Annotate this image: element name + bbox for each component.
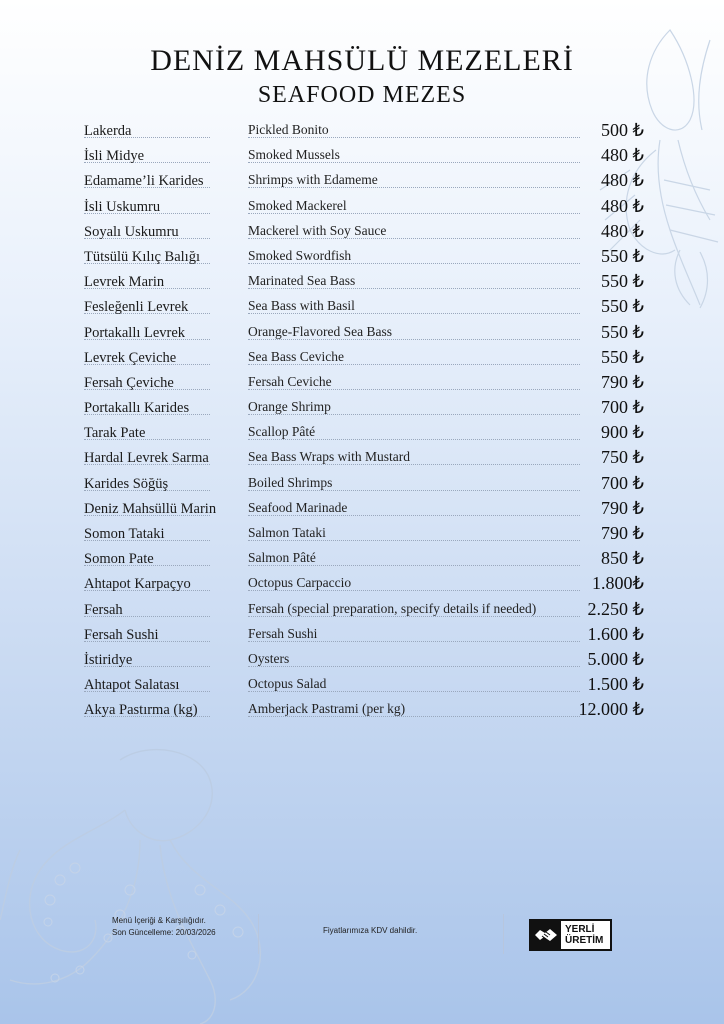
menu-item — [84, 472, 644, 497]
item-name-en: Amberjack Pastrami (per kg) — [248, 701, 406, 717]
item-name-tr: Edamame’li Karides — [84, 173, 204, 190]
item-price: 480 ₺ — [601, 195, 644, 216]
item-price: 550 ₺ — [601, 271, 644, 292]
page-subtitle: SEAFOOD MEZES — [257, 82, 467, 108]
item-price: 550 ₺ — [601, 296, 644, 317]
dotted-leader — [248, 666, 580, 667]
item-name-en: Fersah Ceviche — [248, 373, 332, 389]
footer-divider-right — [503, 914, 504, 954]
menu-item — [84, 648, 644, 673]
item-name-tr: Ahtapot Salatası — [84, 677, 180, 694]
menu-item — [84, 245, 644, 270]
item-name-en: Oysters — [248, 650, 290, 666]
item-name-tr: Levrek Çeviche — [84, 349, 177, 366]
item-price: 1.800₺ — [592, 573, 644, 594]
item-name-tr: Ahtapot Karpaçyo — [84, 576, 191, 593]
item-price: 850 ₺ — [601, 548, 644, 569]
item-name-en: Smoked Mackerel — [248, 197, 347, 213]
item-name-en: Salmon Pâté — [248, 550, 316, 566]
menu-item — [84, 220, 644, 245]
menu-item — [84, 547, 644, 572]
menu-item — [84, 346, 644, 371]
item-name-en: Boiled Shrimps — [248, 474, 333, 490]
menu-item — [84, 321, 644, 346]
item-name-tr: Fesleğenli Levrek — [84, 299, 189, 316]
item-name-en: Sea Bass Ceviche — [248, 348, 344, 364]
menu-item — [84, 497, 644, 522]
item-name-en: Fersah Sushi — [248, 625, 318, 641]
menu-item — [84, 598, 644, 623]
item-name-en: Seafood Marinade — [248, 499, 348, 515]
item-name-tr: Fersah Sushi — [84, 626, 159, 643]
logo-text-line-1: YERLİ — [565, 924, 595, 935]
item-name-tr: Deniz Mahsüllü Marin — [84, 500, 217, 517]
item-name-en: Salmon Tataki — [248, 525, 326, 540]
item-name-en: Mackerel with Soy Sauce — [248, 222, 387, 238]
item-name-tr: Hardal Levrek Sarma — [84, 450, 209, 467]
menu-item — [84, 572, 644, 597]
menu-item — [84, 144, 644, 169]
item-price: 12.000 ₺ — [578, 699, 644, 720]
footer-menu-note — [112, 915, 216, 939]
item-name-en: Smoked Swordfish — [248, 247, 352, 263]
item-name-tr: Levrek Marin — [84, 274, 165, 291]
item-name-en: Sea Bass Wraps with Mustard — [248, 449, 410, 465]
item-name-tr: Karides Söğüş — [84, 475, 169, 492]
item-name-tr: Somon Tataki — [84, 526, 165, 542]
item-name-tr: Portakallı Levrek — [84, 324, 186, 341]
handshake-icon — [531, 921, 561, 949]
menu-item — [84, 673, 644, 698]
menu-item — [84, 371, 644, 396]
menu-item — [84, 446, 644, 471]
item-name-tr: Fersah — [84, 601, 123, 618]
footer-line-1: Menü İçeriği & Karşılığıdır. — [112, 916, 206, 925]
menu-item — [84, 698, 644, 723]
menu-item — [84, 270, 644, 295]
item-price: 2.250 ₺ — [587, 598, 644, 619]
item-price: 900 ₺ — [601, 422, 644, 443]
item-price: 480 ₺ — [601, 170, 644, 191]
item-name-tr: Soyalı Uskumru — [84, 223, 179, 240]
item-name-en: Fersah (special preparation, specify details if needed) — [248, 600, 537, 616]
item-name-tr: İstiridye — [84, 651, 133, 668]
yerli-uretim-logo — [529, 919, 612, 951]
item-price: 5.000 ₺ — [587, 648, 644, 669]
item-name-en: Sea Bass with Basil — [248, 298, 355, 314]
item-name-en: Scallop Pâté — [248, 424, 316, 440]
footer-vat-note: Fiyatlarımıza KDV dahildir. — [323, 926, 418, 935]
item-name-en: Marinated Sea Bass — [248, 273, 356, 289]
item-price: 790 ₺ — [601, 497, 644, 518]
item-name-en: Orange-Flavored Sea Bass — [248, 323, 392, 339]
item-name-en: Octopus Carpaccio — [248, 575, 352, 591]
item-name-tr: Fersah Çeviche — [84, 374, 174, 391]
item-name-tr: Lakerda — [84, 123, 132, 139]
item-price: 1.600 ₺ — [587, 623, 644, 644]
item-price: 750 ₺ — [601, 447, 644, 468]
menu-item — [84, 396, 644, 421]
menu-item — [84, 522, 644, 547]
item-price: 550 ₺ — [601, 245, 644, 266]
item-name-en: Shrimps with Edameme — [248, 172, 378, 188]
item-name-en: Octopus Salad — [248, 676, 327, 692]
menu-item — [84, 623, 644, 648]
item-name-tr: İsli Midye — [84, 148, 145, 165]
item-name-tr: Akya Pastırma (kg) — [84, 702, 198, 719]
item-name-en: Pickled Bonito — [248, 122, 329, 137]
menu-item — [84, 169, 644, 194]
page-title: DENİZ MAHSÜLÜ MEZELERİ — [150, 44, 574, 77]
octopus-illustration — [0, 740, 300, 1024]
logo-text-line-2: ÜRETİM — [565, 935, 604, 946]
item-name-tr: İsli Uskumru — [84, 198, 161, 215]
item-price: 550 ₺ — [601, 346, 644, 367]
menu-list — [84, 119, 644, 724]
item-name-tr: Tarak Pate — [84, 425, 146, 442]
item-price: 1.500 ₺ — [587, 674, 644, 695]
item-name-tr: Tütsülü Kılıç Balığı — [84, 248, 200, 265]
item-name-tr: Portakallı Karides — [84, 400, 190, 417]
item-name-tr: Somon Pate — [84, 551, 154, 568]
item-price: 700 ₺ — [601, 397, 644, 418]
menu-item — [84, 195, 644, 220]
footer-line-2: Son Güncelleme: 20/03/2026 — [112, 928, 216, 937]
item-price: 700 ₺ — [601, 472, 644, 493]
menu-item — [84, 295, 644, 320]
item-price: 480 ₺ — [601, 220, 644, 241]
item-price: 550 ₺ — [601, 321, 644, 342]
item-price: 790 ₺ — [601, 523, 644, 543]
item-name-en: Smoked Mussels — [248, 147, 340, 163]
menu-item — [84, 119, 644, 144]
menu-item — [84, 421, 644, 446]
item-price: 790 ₺ — [601, 371, 644, 392]
item-price: 500 ₺ — [601, 120, 644, 140]
item-name-en: Orange Shrimp — [248, 399, 331, 415]
item-price: 480 ₺ — [601, 145, 644, 166]
footer-divider-left — [258, 914, 259, 954]
